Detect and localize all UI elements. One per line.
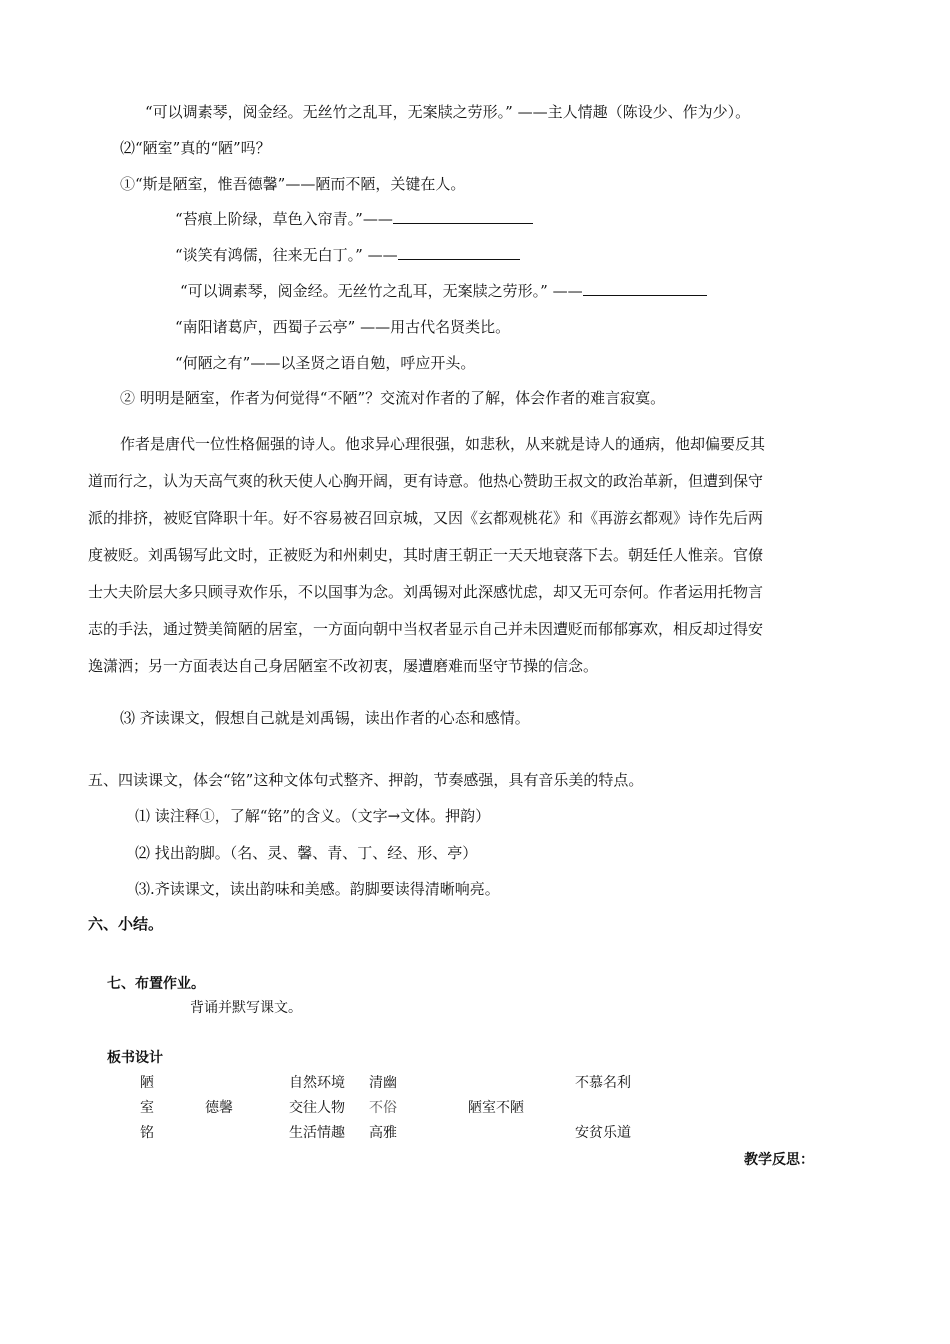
quote-text: “谈笑有鸿儒，往来无白丁。” —— <box>175 246 398 264</box>
paragraph-line: 作者是唐代一位性格倔强的诗人。他求异心理很强，如悲秋，从来就是诗人的通病，他却偏要反其 <box>120 435 766 453</box>
section-five-item: ⑶.齐读课文，读出韵味和美感。韵脚要读得清晰响亮。 <box>135 880 500 898</box>
paragraph-line: 志的手法，通过赞美简陋的居室，一方面向朝中当权者显示自己并未因遭贬而郁郁寡欢，相反却过得安 <box>88 620 764 638</box>
point-two: ② 明明是陋室，作者为何觉得“不陋”？交流对作者的了解，体会作者的难言寂寞。 <box>120 389 666 407</box>
quote-line-4 <box>180 281 707 301</box>
point-one: ①“斯是陋室，惟吾德馨”——陋而不陋，关键在人。 <box>120 175 466 193</box>
quote-line-2 <box>175 209 533 229</box>
fill-blank[interactable] <box>393 209 533 224</box>
section-six-title: 六、小结。 <box>88 915 164 933</box>
section-five-title: 五、四读课文，体会“铭”这种文体句式整齐、押韵，节奏感强，具有音乐美的特点。 <box>88 771 644 789</box>
question-heading: ⑵“陋室”真的“陋”吗？ <box>120 139 271 157</box>
board-cell: 自然环境 <box>289 1075 345 1091</box>
paragraph-line: 道而行之，认为天高气爽的秋天使人心胸开阔，更有诗意。他热心赞助王叔文的政治革新，但遭到保守 <box>88 472 764 490</box>
board-cell: 安贫乐道 <box>575 1125 631 1141</box>
paragraph-line: 度被贬。刘禹锡写此文时，正被贬为和州刺史，其时唐王朝正一天天地衰落下去。朝廷任人惟亲。官僚 <box>88 546 764 564</box>
quote-line-5: “南阳诸葛庐，西蜀子云亭” ——用古代名贤类比。 <box>175 318 511 336</box>
homework-task: 背诵并默写课文。 <box>190 1000 302 1016</box>
board-cell: 不慕名利 <box>575 1075 631 1091</box>
board-cell: 高雅 <box>369 1125 397 1141</box>
board-cell: 清幽 <box>369 1075 397 1091</box>
board-cell: 生活情趣 <box>289 1125 345 1141</box>
quote-line-6: “何陋之有”——以圣贤之语自勉，呼应开头。 <box>175 354 476 372</box>
point-three: ⑶ 齐读课文，假想自己就是刘禹锡，读出作者的心态和感情。 <box>120 709 530 727</box>
board-cell: 德馨 <box>205 1100 233 1116</box>
fill-blank[interactable] <box>398 245 520 260</box>
board-title: 板书设计 <box>107 1050 163 1066</box>
paragraph-line: 派的排挤，被贬官降职十年。好不容易被召回京城，又因《玄都观桃花》和《再游玄都观》诗作先后两 <box>88 509 764 527</box>
board-cell: 交往人物 <box>289 1100 345 1116</box>
quote-text: “可以调素琴，阅金经。无丝竹之乱耳，无案牍之劳形。” —— <box>180 282 583 300</box>
paragraph-line: 逸潇洒；另一方面表达自己身居陋室不改初衷，屡遭磨难而坚守节操的信念。 <box>88 657 599 675</box>
section-seven-title: 七、布置作业。 <box>107 976 205 992</box>
teaching-reflection-label: 教学反思： <box>744 1152 814 1168</box>
board-cell: 室 <box>140 1100 154 1116</box>
paragraph-line: 士大夫阶层大多只顾寻欢作乐，不以国事为念。刘禹锡对此深感忧虑，却又无可奈何。作者运用托物言 <box>88 583 764 601</box>
board-cell: 不俗 <box>369 1100 397 1116</box>
board-cell: 陋室不陋 <box>468 1100 524 1116</box>
fill-blank[interactable] <box>583 281 707 296</box>
board-cell: 铭 <box>140 1125 154 1141</box>
board-cell: 陋 <box>140 1075 154 1091</box>
section-five-item: ⑵ 找出韵脚。（名、灵、馨、青、丁、经、形、亭） <box>135 844 478 862</box>
section-five-item: ⑴ 读注释①，了解“铭”的含义。（文字→文体。押韵） <box>135 807 491 825</box>
quote-line-3 <box>175 245 520 265</box>
quote-text: “苔痕上阶绿，草色入帘青。”—— <box>175 210 393 228</box>
quote-line-1: “可以调素琴，阅金经。无丝竹之乱耳，无案牍之劳形。” ——主人情趣（陈设少、作为少）。 <box>145 103 751 121</box>
